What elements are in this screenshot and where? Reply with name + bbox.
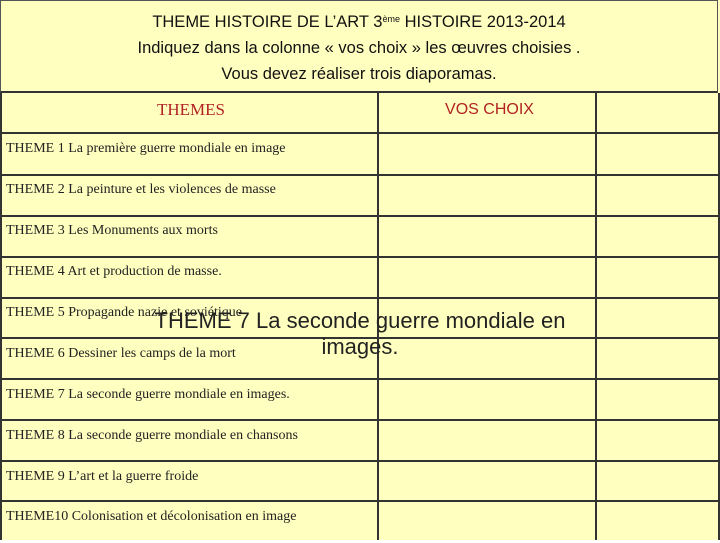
table-row-theme-8: THEME 8 La seconde guerre mondiale en chansons [6,428,298,443]
header-box [0,0,718,93]
table-row-theme-9: THEME 9 L’art et la guerre froide [6,469,199,484]
table-row-theme-1: THEME 1 La première guerre mondiale en image [6,141,286,156]
header-title: THEME HISTOIRE DE L’ART 3ème HISTOIRE 2013-2014 [152,13,566,31]
table-row-theme-7: THEME 7 La seconde guerre mondiale en images. [6,387,290,402]
table-row-theme-6: THEME 6 Dessiner les camps de la mort [6,346,236,361]
table-border-left [0,93,2,540]
column-header-vos-choix: VOS CHOIX [445,101,534,118]
table-row-theme-3: THEME 3 Les Monuments aux morts [6,223,218,238]
column-headers [0,93,720,133]
table-row-theme-4: THEME 4 Art et production de masse. [6,264,222,279]
table-row-theme-10: THEME10 Colonisation et décolonisation en image [6,509,297,524]
table-row-theme-2: THEME 2 La peinture et les violences de masse [6,182,276,197]
overlay-title: THEME 7 La seconde guerre mondiale en images. [154,308,566,359]
header-requirement: Vous devez réaliser trois diaporamas. [221,65,497,83]
table-row-theme-5: THEME 5 Propagande nazie et soviétique [6,305,242,320]
column-header-themes: THEMES [157,100,225,119]
header-instruction: Indiquez dans la colonne « vos choix » les œuvres choisies . [137,39,581,57]
